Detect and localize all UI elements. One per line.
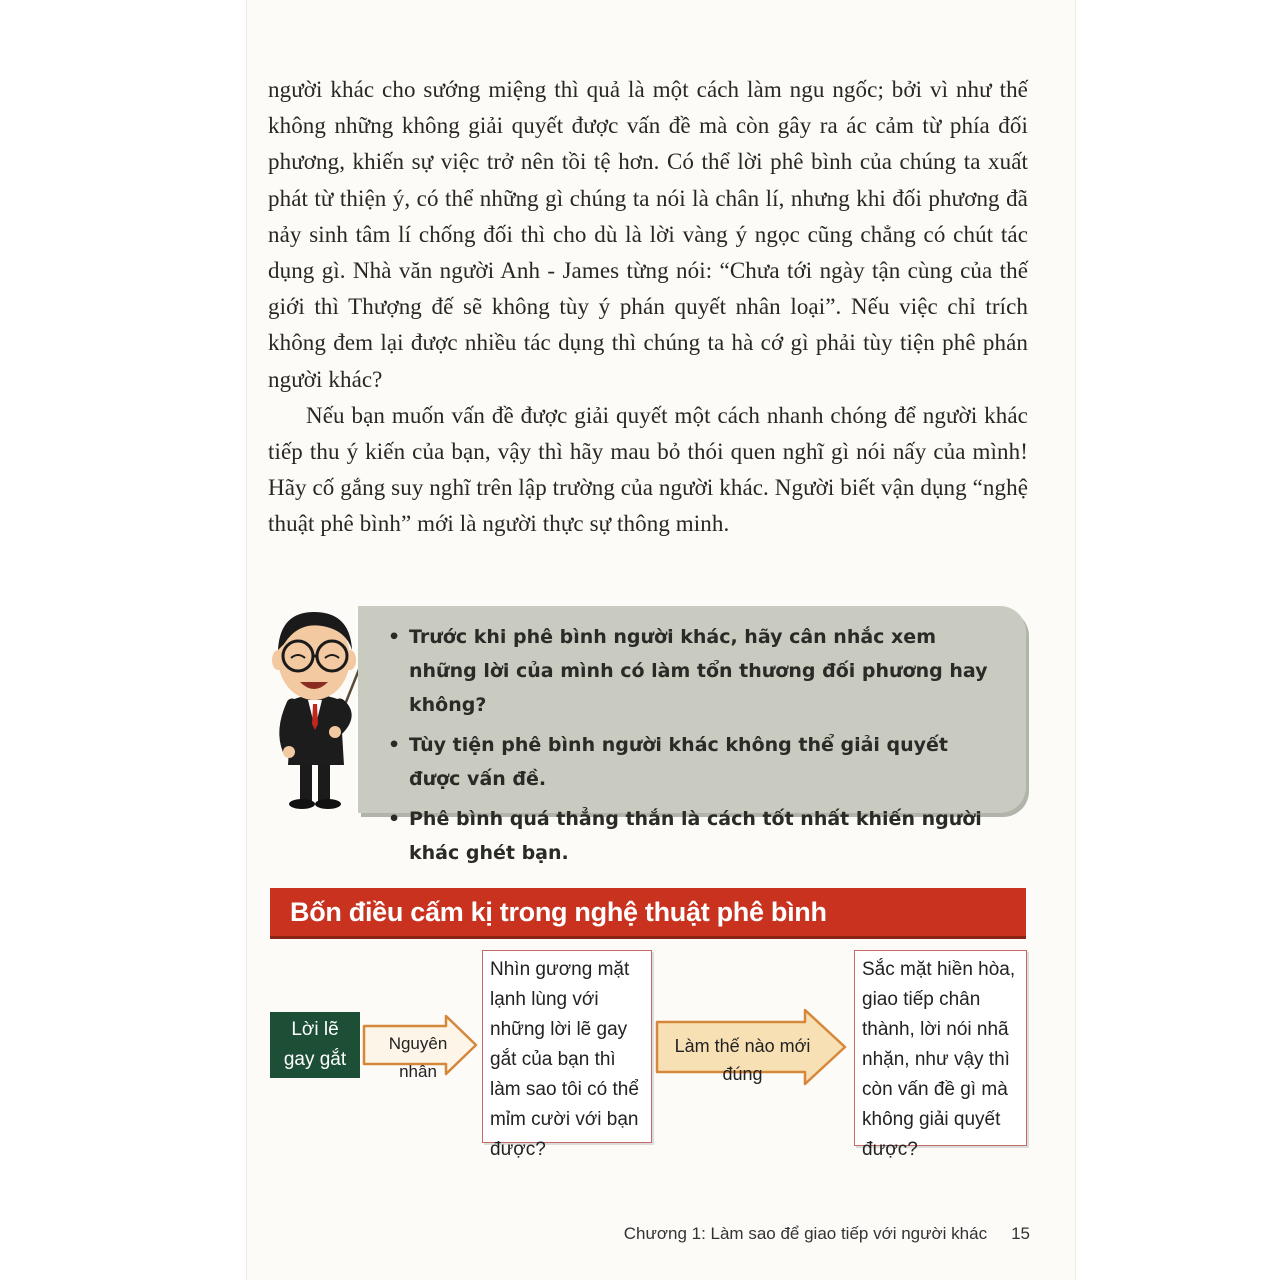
cause-box: Nhìn gương mặt lạnh lùng với những lời lẽ gay gắt của bạn thì làm sao tôi có thể mỉm cười với bạn được? [482, 950, 652, 1143]
paragraph-1: người khác cho sướng miệng thì quả là một cách làm ngu ngốc; bởi vì như thế không những không giải quyết được vấn đề mà còn gây ra ác cảm từ phía đối phương, khiến sự việc trở nên tồi tệ hơn. Có thể lời phê bình của chúng ta xuất phát từ thiện ý, có thể những gì chúng ta nói là chân lí, nhưng khi đối phương đã nảy sinh tâm lí chống đối thì cho dù là lời vàng ý ngọc cũng chẳng có chút tác dụng gì. Nhà văn người Anh - James từng nói: “Chưa tới ngày tận cùng của thế giới thì Thượng đế sẽ không tùy ý phán quyết nhân loại”. Nếu việc chỉ trích không đem lại được nhiều tác dụng thì chúng ta hà cớ gì phải tùy tiện phê phán người khác? [268, 77, 1028, 392]
tips-list [388, 620, 1004, 870]
paragraph-2: Nếu bạn muốn vấn đề được giải quyết một cách nhanh chóng để người khác tiếp thu ý kiến của bạn, vậy thì hãy mau bỏ thói quen nghĩ gì nói nấy của mình! Hãy cố gắng suy nghĩ trên lập trường của người khác. Người biết vận dụng “nghệ thuật phê bình” mới là người thực sự thông minh. [268, 402, 1029, 537]
start-box [270, 1012, 360, 1078]
solution-arrow-label: Làm thế nào mới đúng [674, 1036, 811, 1084]
cause-arrow-label: Nguyên nhân [388, 1034, 448, 1081]
solution-box: Sắc mặt hiền hòa, giao tiếp chân thành, lời nói nhã nhặn, như vậy thì còn vấn đề gì mà không giải quyết được? [854, 950, 1027, 1146]
tip-item: • Tùy tiện phê bình người khác không thể giải quyết được vấn đề. [388, 728, 1004, 796]
section-title: Bốn điều cấm kị trong nghệ thuật phê bình [270, 888, 1026, 936]
tip-item: • Trước khi phê bình người khác, hãy cân nhắc xem những lời của mình có làm tổn thương đối phương hay không? [388, 620, 1004, 722]
body-text [268, 72, 1028, 543]
tip-item: • Phê bình quá thẳng thắn là cách tốt nhất khiến người khác ghét bạn. [388, 802, 1004, 870]
start-box-line: gay gắt [283, 1049, 347, 1070]
start-box-line: Lời lẽ [291, 1019, 339, 1040]
page-footer [560, 1220, 1030, 1248]
tips-callout [358, 606, 1026, 864]
page-number: 15 [1011, 1224, 1030, 1243]
chapter-title: Chương 1: Làm sao để giao tiếp với người khác [623, 1224, 988, 1243]
teacher-illustration [262, 600, 372, 815]
